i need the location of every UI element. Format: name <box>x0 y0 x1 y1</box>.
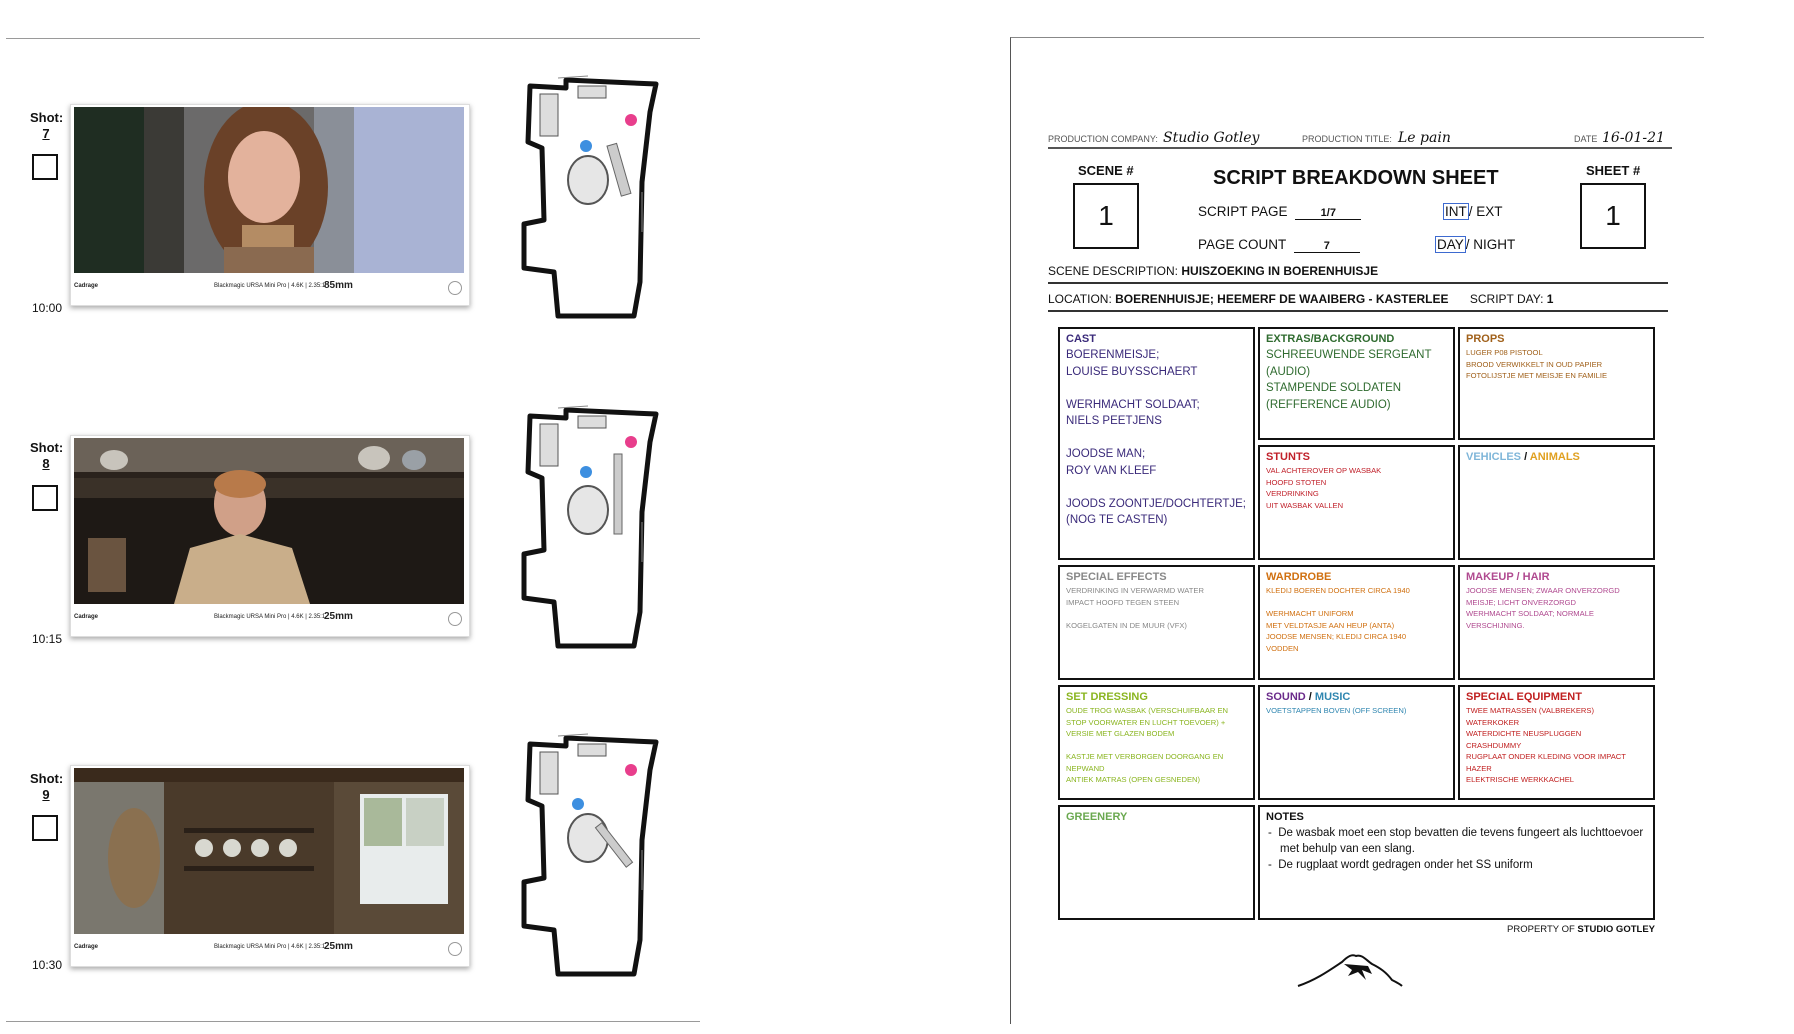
script-page-value: 1/7 <box>1295 207 1361 220</box>
shot-frame <box>70 435 470 637</box>
int-selected: INT <box>1445 204 1467 219</box>
note-item: - De rugplaat wordt gedragen onder het SS uniform <box>1268 859 1533 871</box>
date: 16-01-21 <box>1602 130 1665 146</box>
shot-label: Shot: 7 <box>30 110 64 141</box>
shot-frame <box>70 104 470 306</box>
shot-metadata: Cadrage Blackmagic URSA Mini Pro | 4.6K | 2.35:1 25mm <box>74 938 466 966</box>
set-dressing-box: SET DRESSING OUDE TROG WASBAK (VERSCHUIFBAAR EN STOP VOORWATER EN LUCHT TOEVOER) + VERSIE MET GLAZEN BODEM KASTJE MET VERBORGEN DOORGANG EN NEPWAND ANTIEK MATRAS (OPEN GESNEDEN) <box>1058 685 1255 800</box>
actor-marker <box>580 466 592 478</box>
location-row: LOCATION: BOERENHUISJE; HEEMERF DE WAAIBERG - KASTERLEE SCRIPT DAY: 1 <box>1048 292 1668 312</box>
actor-marker <box>580 140 592 152</box>
shot-time: 10:00 <box>32 301 63 315</box>
shot-label: Shot: 9 <box>30 771 64 802</box>
mountain-logo <box>1296 950 1406 990</box>
shot-image <box>74 438 464 604</box>
makeup-hair-box: MAKEUP / HAIR JOODSE MENSEN; ZWAAR ONVERZORGD MEISJE; LICHT ONVERZORGD WERHMACHT SOLDAAT; NORMALE VERSCHIJNING. <box>1458 565 1655 680</box>
floor-plan <box>518 730 668 978</box>
compass-icon <box>448 612 462 626</box>
shotlist-bottom-border <box>6 1021 700 1022</box>
page-count-row: PAGE COUNT 7 <box>1198 237 1360 253</box>
scene-description-row: SCENE DESCRIPTION: HUISZOEKING IN BOERENHUISJE <box>1048 264 1668 284</box>
camera-marker <box>625 114 637 126</box>
compass-icon <box>448 942 462 956</box>
scene-number: 1 <box>1073 183 1139 249</box>
shot-number: 8 <box>42 456 50 471</box>
floor-plan <box>518 72 668 320</box>
shot-metadata: Cadrage Blackmagic URSA Mini Pro | 4.6K | 2.35:1 85mm <box>74 277 466 305</box>
production-company: Studio Gotley <box>1163 130 1260 146</box>
script-page-row: SCRIPT PAGE 1/7 <box>1198 204 1361 220</box>
shotlist-top-border <box>6 38 700 39</box>
special-equipment-box: SPECIAL EQUIPMENT TWEE MATRASSEN (VALBREKERS) WATERKOKER WATERDICHTE NEUSPLUGGEN CRASHDUMMY RUGPLAAT ONDER KLEDING VOOR IMPACT HAZER ELEKTRISCHE WERKKACHEL <box>1458 685 1655 800</box>
shot-metadata: Cadrage Blackmagic URSA Mini Pro | 4.6K | 2.35:1 25mm <box>74 608 466 636</box>
day-night: DAY / NIGHT <box>1437 237 1516 252</box>
vehicles-animals-box: VEHICLES / ANIMALS <box>1458 445 1655 560</box>
lens-value: 25mm <box>324 611 353 622</box>
day-selected: DAY <box>1437 237 1464 252</box>
compass-icon <box>448 281 462 295</box>
shot-image <box>74 107 464 273</box>
actor-marker <box>572 798 584 810</box>
stunts-box: STUNTS VAL ACHTEROVER OP WASBAK HOOFD STOTEN VERDRINKING UIT WASBAK VALLEN <box>1258 445 1455 560</box>
scene-label: SCENE # <box>1078 163 1134 178</box>
special-effects-box: SPECIAL EFFECTS VERDRINKING IN VERWARMD WATER IMPACT HOOFD TEGEN STEEN KOGELGATEN IN DE MUUR (VFX) <box>1058 565 1255 680</box>
production-header: PRODUCTION COMPANY: Studio Gotley PRODUCTION TITLE: Le pain DATE 16-01-21 <box>1048 127 1672 149</box>
shot-checkbox[interactable] <box>32 154 58 180</box>
production-title: Le pain <box>1398 130 1451 146</box>
sheet-label: SHEET # <box>1586 163 1641 178</box>
camera-marker <box>625 764 637 776</box>
cast-box: CAST BOERENMEISJE; LOUISE BUYSSCHAERT WERHMACHT SOLDAAT; NIELS PEETJENS JOODSE MAN; ROY VAN KLEEF JOODS ZOONTJE/DOCHTERTJE; (NOG TE CASTEN) <box>1058 327 1255 560</box>
props-box: PROPS LUGER P08 PISTOOL BROOD VERWIKKELT IN OUD PAPIER FOTOLIJSTJE MET MEISJE EN FAMILIE <box>1458 327 1655 440</box>
sheet-title: SCRIPT BREAKDOWN SHEET <box>1213 167 1499 189</box>
sheet-number: 1 <box>1580 183 1646 249</box>
shot-time: 10:30 <box>32 958 63 972</box>
wardrobe-box: WARDROBE KLEDIJ BOEREN DOCHTER CIRCA 1940 WERHMACHT UNIFORM MET VELDTASJE AAN HEUP (ANTA) JOODSE MENSEN; KLEDIJ CIRCA 1940 VODDEN <box>1258 565 1455 680</box>
shot-number: 9 <box>42 787 50 802</box>
page-count-value: 7 <box>1294 240 1360 253</box>
shot-label: Shot: 8 <box>30 440 64 471</box>
shot-checkbox[interactable] <box>32 815 58 841</box>
shot-number: 7 <box>42 126 50 141</box>
shot-time: 10:15 <box>32 632 63 646</box>
lens-value: 25mm <box>324 941 353 952</box>
int-ext: INT / EXT <box>1445 204 1503 219</box>
property-line: PROPERTY OF STUDIO GOTLEY <box>1507 924 1655 935</box>
floor-plan <box>518 402 668 650</box>
shot-frame <box>70 765 470 967</box>
note-item: - De wasbak moet een stop bevatten die tevens fungeert als luchttoevoer met behulp van een slang. <box>1268 827 1644 855</box>
lens-value: 85mm <box>324 280 353 291</box>
shot-image <box>74 768 464 934</box>
extras-box: EXTRAS/BACKGROUND SCHREEUWENDE SERGEANT (AUDIO) STAMPENDE SOLDATEN (REFFERENCE AUDIO) <box>1258 327 1455 440</box>
sound-music-box: SOUND / MUSIC VOETSTAPPEN BOVEN (OFF SCREEN) <box>1258 685 1455 800</box>
notes-box: NOTES - De wasbak moet een stop bevatten die tevens fungeert als luchttoevoer met behulp van een slang. - De rugplaat wordt gedragen onder het SS uniform <box>1258 805 1655 920</box>
shot-checkbox[interactable] <box>32 485 58 511</box>
greenery-box: GREENERY <box>1058 805 1255 920</box>
camera-marker <box>625 436 637 448</box>
